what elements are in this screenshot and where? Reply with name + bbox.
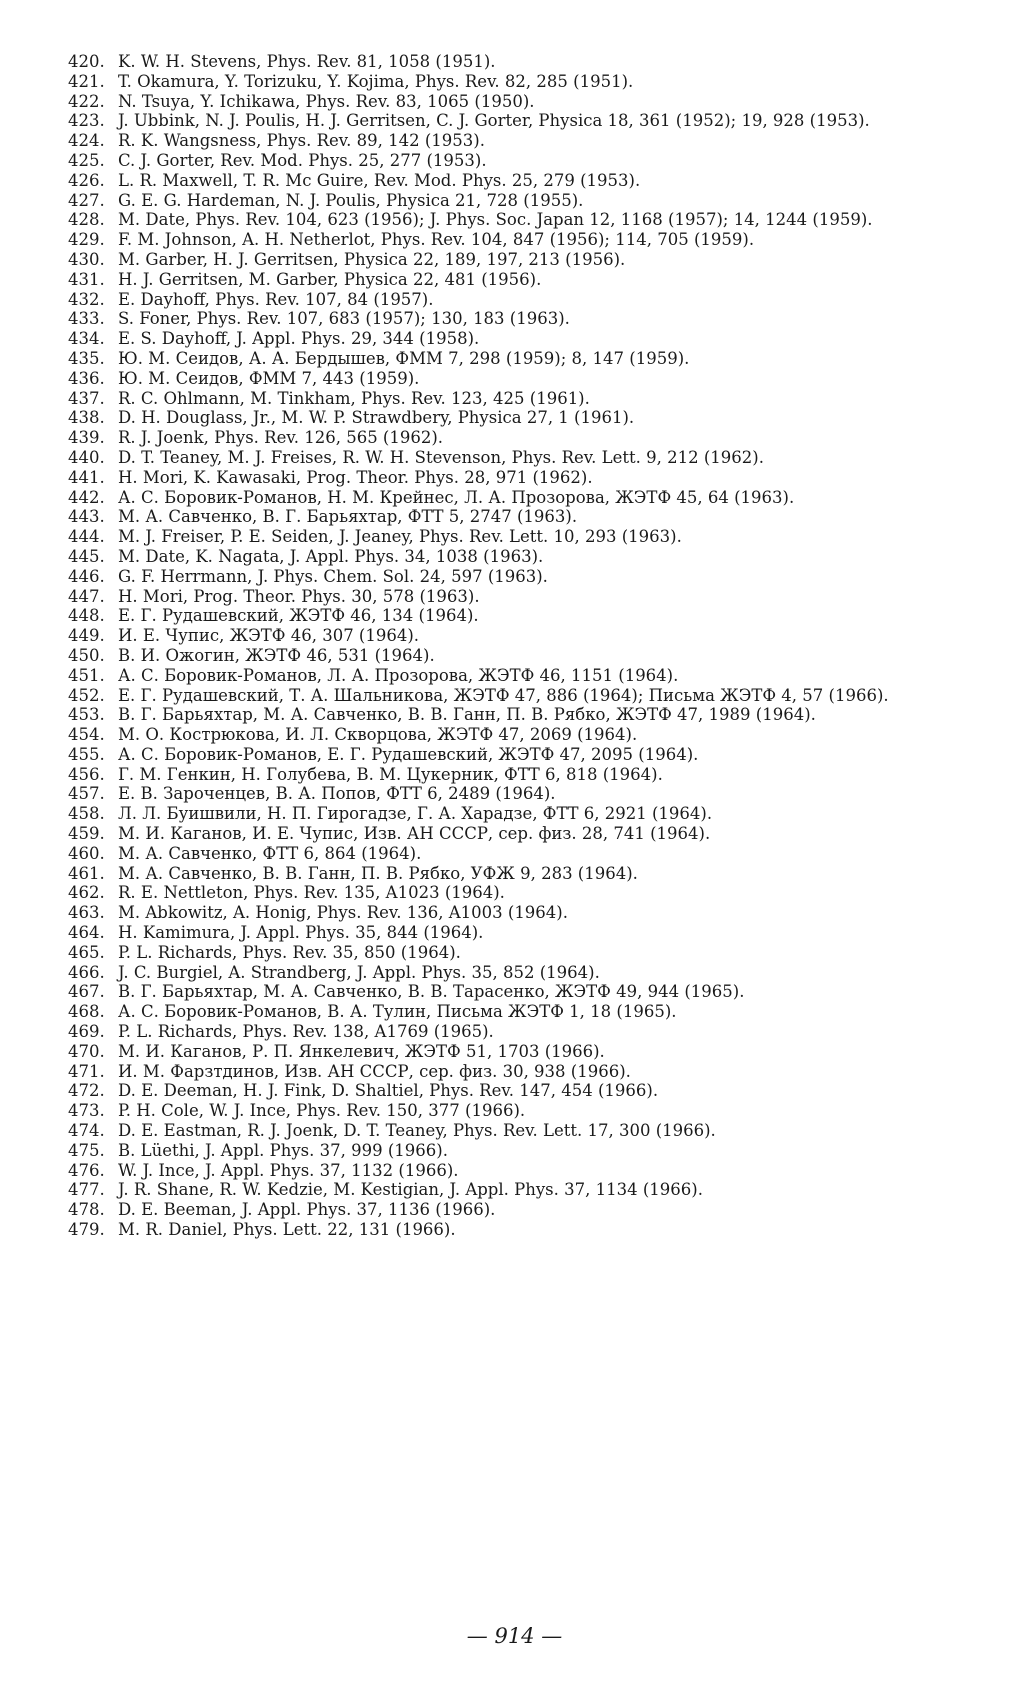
reference-entry	[68, 765, 968, 785]
reference-number: 442.	[68, 487, 105, 507]
reference-number: 478.	[68, 1200, 105, 1220]
reference-entry	[68, 844, 968, 864]
reference-entry	[68, 250, 968, 270]
reference-number: 469.	[68, 1022, 105, 1042]
reference-entry	[68, 72, 968, 92]
reference-text: М. И. Каганов, Р. П. Янкелевич, ЖЭТФ 51, 1703 (1966).	[118, 1041, 605, 1061]
reference-number: 423.	[68, 111, 105, 131]
reference-number: 459.	[68, 824, 105, 844]
reference-number: 457.	[68, 784, 105, 804]
reference-number: 477.	[68, 1180, 105, 1200]
reference-number: 445.	[68, 546, 105, 566]
reference-entry	[68, 230, 968, 250]
reference-text: Е. Г. Рудашевский, Т. А. Шальникова, ЖЭТФ 47, 886 (1964); Письма ЖЭТФ 4, 57 (1966).	[118, 685, 889, 705]
reference-number: 436.	[68, 368, 105, 388]
reference-number: 427.	[68, 190, 105, 210]
reference-text: Ю. М. Сеидов, ФММ 7, 443 (1959).	[118, 368, 420, 388]
reference-text: M. Date, K. Nagata, J. Appl. Phys. 34, 1038 (1963).	[118, 546, 544, 566]
reference-entry	[68, 1081, 968, 1101]
reference-entry	[68, 824, 968, 844]
reference-entry	[68, 290, 968, 310]
reference-text: В. Г. Барьяхтар, М. А. Савченко, В. В. Тарасенко, ЖЭТФ 49, 944 (1965).	[118, 982, 745, 1002]
reference-entry	[68, 111, 968, 131]
reference-text: H. Kamimura, J. Appl. Phys. 35, 844 (1964).	[118, 923, 484, 943]
reference-text: J. C. Burgiel, A. Strandberg, J. Appl. Phys. 35, 852 (1964).	[118, 962, 600, 982]
reference-text: М. О. Кострюкова, И. Л. Скворцова, ЖЭТФ 47, 2069 (1964).	[118, 725, 638, 745]
reference-entry	[68, 1062, 968, 1082]
reference-entry	[68, 1161, 968, 1181]
reference-text: R. J. Joenk, Phys. Rev. 126, 565 (1962).	[118, 428, 444, 448]
reference-entry	[68, 428, 968, 448]
reference-text: R. K. Wangsness, Phys. Rev. 89, 142 (1953).	[118, 131, 485, 151]
reference-text: M. Date, Phys. Rev. 104, 623 (1956); J. Phys. Soc. Japan 12, 1168 (1957); 14, 1244 (1959).	[118, 210, 873, 230]
reference-entry	[68, 1022, 968, 1042]
reference-text: E. Dayhoff, Phys. Rev. 107, 84 (1957).	[118, 289, 434, 309]
reference-number: 470.	[68, 1041, 105, 1061]
reference-text: Г. М. Генкин, Н. Голубева, В. М. Цукерник, ФТТ 6, 818 (1964).	[118, 764, 663, 784]
reference-entry	[68, 408, 968, 428]
reference-number: 426.	[68, 170, 105, 190]
reference-entry	[68, 864, 968, 884]
reference-text: М. А. Савченко, ФТТ 6, 864 (1964).	[118, 843, 422, 863]
reference-text: Е. Г. Рудашевский, ЖЭТФ 46, 134 (1964).	[118, 606, 479, 626]
reference-number: 450.	[68, 645, 105, 665]
reference-entry	[68, 171, 968, 191]
reference-number: 447.	[68, 586, 105, 606]
reference-text: D. T. Teaney, M. J. Freises, R. W. H. Stevenson, Phys. Rev. Lett. 9, 212 (1962).	[118, 447, 764, 467]
reference-number: 472.	[68, 1081, 105, 1101]
reference-entry	[68, 982, 968, 1002]
reference-number: 428.	[68, 210, 105, 230]
reference-number: 446.	[68, 566, 105, 586]
reference-entry	[68, 151, 968, 171]
reference-entry	[68, 210, 968, 230]
reference-number: 453.	[68, 705, 105, 725]
reference-number: 424.	[68, 131, 105, 151]
reference-number: 440.	[68, 447, 105, 467]
reference-entry	[68, 1042, 968, 1062]
reference-entry	[68, 131, 968, 151]
reference-number: 444.	[68, 527, 105, 547]
reference-entry	[68, 309, 968, 329]
reference-entry	[68, 923, 968, 943]
reference-text: R. E. Nettleton, Phys. Rev. 135, A1023 (1964).	[118, 883, 505, 903]
reference-text: M. Abkowitz, A. Honig, Phys. Rev. 136, A1003 (1964).	[118, 903, 568, 923]
reference-entry	[68, 1101, 968, 1121]
reference-text: В. И. Ожогин, ЖЭТФ 46, 531 (1964).	[118, 645, 435, 665]
reference-text: M. R. Daniel, Phys. Lett. 22, 131 (1966).	[118, 1220, 456, 1240]
reference-entry	[68, 804, 968, 824]
reference-number: 449.	[68, 626, 105, 646]
reference-text: М. А. Савченко, В. Г. Барьяхтар, ФТТ 5, 2747 (1963).	[118, 507, 578, 527]
reference-text: P. L. Richards, Phys. Rev. 138, A1769 (1965).	[118, 1022, 494, 1042]
reference-text: C. J. Gorter, Rev. Mod. Phys. 25, 277 (1953).	[118, 150, 487, 170]
reference-text: H. Mori, Prog. Theor. Phys. 30, 578 (1963).	[118, 586, 480, 606]
reference-entry	[68, 666, 968, 686]
reference-entry	[68, 725, 968, 745]
reference-text: G. F. Herrmann, J. Phys. Chem. Sol. 24, 597 (1963).	[118, 566, 548, 586]
reference-text: R. C. Ohlmann, M. Tinkham, Phys. Rev. 123, 425 (1961).	[118, 388, 590, 408]
reference-text: F. M. Johnson, A. H. Netherlot, Phys. Rev. 104, 847 (1956); 114, 705 (1959).	[118, 230, 755, 250]
reference-number: 435.	[68, 348, 105, 368]
reference-text: J. R. Shane, R. W. Kedzie, M. Kestigian, J. Appl. Phys. 37, 1134 (1966).	[118, 1180, 703, 1200]
reference-number: 448.	[68, 606, 105, 626]
reference-number: 475.	[68, 1140, 105, 1160]
reference-text: И. Е. Чупис, ЖЭТФ 46, 307 (1964).	[118, 626, 420, 646]
reference-number: 473.	[68, 1101, 105, 1121]
reference-text: W. J. Ince, J. Appl. Phys. 37, 1132 (1966).	[118, 1160, 459, 1180]
reference-text: М. И. Каганов, И. Е. Чупис, Изв. АН СССР, сер. физ. 28, 741 (1964).	[118, 824, 711, 844]
reference-number: 460.	[68, 843, 105, 863]
reference-text: J. Ubbink, N. J. Poulis, H. J. Gerritsen, C. J. Gorter, Physica 18, 361 (1952); 19, 928 (1953).	[118, 111, 870, 131]
reference-entry	[68, 270, 968, 290]
reference-number: 439.	[68, 428, 105, 448]
reference-number: 451.	[68, 665, 105, 685]
reference-entry	[68, 943, 968, 963]
reference-text: D. E. Deeman, H. J. Fink, D. Shaltiel, Phys. Rev. 147, 454 (1966).	[118, 1081, 659, 1101]
reference-text: D. E. Eastman, R. J. Joenk, D. T. Teaney, Phys. Rev. Lett. 17, 300 (1966).	[118, 1121, 716, 1141]
reference-number: 468.	[68, 1002, 105, 1022]
reference-entry	[68, 626, 968, 646]
reference-number: 462.	[68, 883, 105, 903]
reference-number: 466.	[68, 962, 105, 982]
reference-entry	[68, 92, 968, 112]
reference-number: 430.	[68, 249, 105, 269]
reference-number: 433.	[68, 309, 105, 329]
reference-text: Ю. М. Сеидов, А. А. Бердышев, ФММ 7, 298 (1959); 8, 147 (1959).	[118, 348, 690, 368]
reference-text: М. А. Савченко, В. В. Ганн, П. В. Рябко, УФЖ 9, 283 (1964).	[118, 863, 638, 883]
reference-entry	[68, 903, 968, 923]
reference-entry	[68, 784, 968, 804]
reference-number: 465.	[68, 942, 105, 962]
reference-number: 438.	[68, 408, 105, 428]
reference-number: 421.	[68, 71, 105, 91]
reference-entry	[68, 527, 968, 547]
reference-entry	[68, 1121, 968, 1141]
reference-number: 437.	[68, 388, 105, 408]
page-number: — 914 —	[466, 1624, 563, 1648]
reference-entry	[68, 745, 968, 765]
reference-text: И. М. Фарзтдинов, Изв. АН СССР, сер. физ. 30, 938 (1966).	[118, 1061, 631, 1081]
reference-number: 441.	[68, 467, 105, 487]
reference-text: G. E. G. Hardeman, N. J. Poulis, Physica 21, 728 (1955).	[118, 190, 584, 210]
reference-entry	[68, 468, 968, 488]
reference-entry	[68, 389, 968, 409]
reference-entry	[68, 52, 968, 72]
reference-entry	[68, 1002, 968, 1022]
reference-number: 434.	[68, 329, 105, 349]
reference-text: B. Lüethi, J. Appl. Phys. 37, 999 (1966).	[118, 1140, 448, 1160]
reference-entry	[68, 567, 968, 587]
reference-number: 463.	[68, 903, 105, 923]
reference-number: 432.	[68, 289, 105, 309]
reference-entry	[68, 606, 968, 626]
reference-text: А. С. Боровик-Романов, Е. Г. Рудашевский, ЖЭТФ 47, 2095 (1964).	[118, 744, 699, 764]
reference-number: 476.	[68, 1160, 105, 1180]
reference-number: 467.	[68, 982, 105, 1002]
reference-text: L. R. Maxwell, T. R. Mc Guire, Rev. Mod. Phys. 25, 279 (1953).	[118, 170, 641, 190]
reference-text: H. J. Gerritsen, M. Garber, Physica 22, 481 (1956).	[118, 269, 542, 289]
reference-text: Л. Л. Буишвили, Н. П. Гирогадзе, Г. А. Харадзе, ФТТ 6, 2921 (1964).	[118, 804, 713, 824]
reference-text: Е. В. Зароченцев, В. А. Попов, ФТТ 6, 2489 (1964).	[118, 784, 556, 804]
reference-entry	[68, 646, 968, 666]
reference-number: 443.	[68, 507, 105, 527]
reference-text: K. W. H. Stevens, Phys. Rev. 81, 1058 (1951).	[118, 52, 496, 71]
reference-number: 464.	[68, 923, 105, 943]
reference-text: M. J. Freiser, P. E. Seiden, J. Jeaney, Phys. Rev. Lett. 10, 293 (1963).	[118, 527, 682, 547]
reference-entry	[68, 883, 968, 903]
reference-text: D. H. Douglass, Jr., M. W. P. Strawdbery, Physica 27, 1 (1961).	[118, 408, 635, 428]
reference-number: 429.	[68, 230, 105, 250]
reference-number: 431.	[68, 269, 105, 289]
reference-number: 455.	[68, 744, 105, 764]
reference-entry	[68, 349, 968, 369]
reference-text: А. С. Боровик-Романов, Л. А. Прозорова, ЖЭТФ 46, 1151 (1964).	[118, 665, 679, 685]
reference-list	[68, 52, 968, 1240]
reference-text: А. С. Боровик-Романов, В. А. Тулин, Письма ЖЭТФ 1, 18 (1965).	[118, 1002, 677, 1022]
reference-text: P. H. Cole, W. J. Ince, Phys. Rev. 150, 377 (1966).	[118, 1101, 526, 1121]
reference-number: 420.	[68, 52, 105, 71]
reference-entry	[68, 587, 968, 607]
reference-number: 452.	[68, 685, 105, 705]
reference-entry	[68, 329, 968, 349]
reference-entry	[68, 1220, 968, 1240]
reference-number: 422.	[68, 91, 105, 111]
reference-text: H. Mori, K. Kawasaki, Prog. Theor. Phys. 28, 971 (1962).	[118, 467, 593, 487]
reference-entry	[68, 547, 968, 567]
reference-number: 461.	[68, 863, 105, 883]
reference-number: 456.	[68, 764, 105, 784]
reference-entry	[68, 507, 968, 527]
reference-entry	[68, 1200, 968, 1220]
reference-entry	[68, 488, 968, 508]
reference-entry	[68, 1141, 968, 1161]
reference-entry	[68, 1180, 968, 1200]
reference-entry	[68, 369, 968, 389]
reference-entry	[68, 191, 968, 211]
reference-text: D. E. Beeman, J. Appl. Phys. 37, 1136 (1966).	[118, 1200, 496, 1220]
reference-number: 458.	[68, 804, 105, 824]
reference-number: 471.	[68, 1061, 105, 1081]
reference-text: P. L. Richards, Phys. Rev. 35, 850 (1964).	[118, 942, 461, 962]
reference-entry	[68, 705, 968, 725]
reference-text: В. Г. Барьяхтар, М. А. Савченко, В. В. Ганн, П. В. Рябко, ЖЭТФ 47, 1989 (1964).	[118, 705, 816, 725]
reference-text: E. S. Dayhoff, J. Appl. Phys. 29, 344 (1958).	[118, 329, 480, 349]
reference-text: M. Garber, H. J. Gerritsen, Physica 22, 189, 197, 213 (1956).	[118, 249, 626, 269]
reference-entry	[68, 963, 968, 983]
reference-text: T. Okamura, Y. Torizuku, Y. Kojima, Phys. Rev. 82, 285 (1951).	[118, 71, 634, 91]
reference-number: 474.	[68, 1121, 105, 1141]
reference-entry	[68, 448, 968, 468]
reference-text: N. Tsuya, Y. Ichikawa, Phys. Rev. 83, 1065 (1950).	[118, 91, 535, 111]
reference-entry	[68, 686, 968, 706]
reference-number: 425.	[68, 150, 105, 170]
reference-text: S. Foner, Phys. Rev. 107, 683 (1957); 130, 183 (1963).	[118, 309, 570, 329]
reference-text: А. С. Боровик-Романов, Н. М. Крейнес, Л. А. Прозорова, ЖЭТФ 45, 64 (1963).	[118, 487, 795, 507]
reference-number: 479.	[68, 1220, 105, 1240]
reference-number: 454.	[68, 725, 105, 745]
